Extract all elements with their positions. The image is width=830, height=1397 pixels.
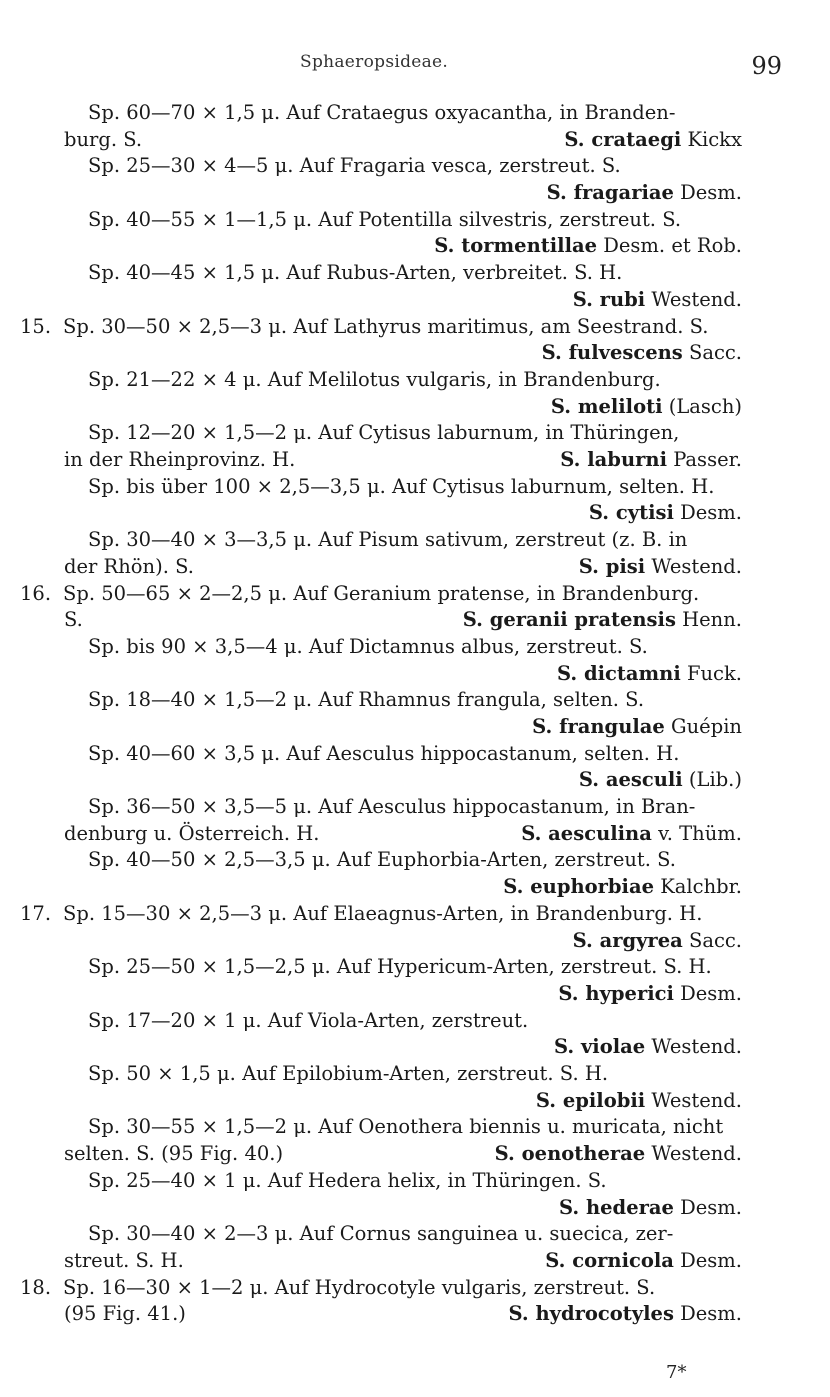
species-epithet: epilobii bbox=[562, 1088, 646, 1112]
genus-abbrev: S. bbox=[553, 1035, 575, 1059]
description-continuation: (95 Fig. 41.) bbox=[64, 1302, 186, 1326]
species-entry bbox=[0, 314, 830, 367]
species-entry bbox=[0, 847, 830, 900]
species-name bbox=[547, 180, 742, 207]
species-entry bbox=[0, 634, 830, 687]
description-text: Sp. 16—30 × 1—2 μ. Auf Hydrocotyle vulgaris, zerstreut. S. bbox=[63, 1275, 656, 1299]
genus-abbrev: S. bbox=[434, 234, 455, 258]
species-epithet: hydrocotyles bbox=[535, 1302, 674, 1326]
genus-abbrev: S. bbox=[546, 181, 567, 205]
species-name bbox=[503, 874, 742, 901]
species-author: Desm. bbox=[680, 1248, 742, 1272]
description-text: Sp. 25—50 × 1,5—2,5 μ. Auf Hypericum-Arten, zerstreut. S. H. bbox=[88, 955, 712, 979]
species-epithet: rubi bbox=[599, 287, 646, 311]
entry-description bbox=[0, 581, 830, 608]
genus-abbrev: S. bbox=[588, 501, 610, 525]
species-entry bbox=[0, 207, 830, 260]
species-epithet: pisi bbox=[605, 554, 646, 578]
species-epithet: dictamni bbox=[583, 661, 681, 685]
genus-abbrev: S. bbox=[558, 1195, 580, 1219]
entry-name-line bbox=[0, 180, 830, 207]
species-entry bbox=[0, 581, 830, 634]
genus-abbrev: S. bbox=[578, 768, 600, 792]
genus-abbrev: S. bbox=[572, 928, 593, 952]
genus-abbrev: S. bbox=[521, 821, 542, 845]
entry-description bbox=[0, 794, 830, 821]
species-entry bbox=[0, 1221, 830, 1274]
species-epithet: meliloti bbox=[577, 394, 663, 418]
entry-number: 15. bbox=[20, 314, 52, 338]
description-continuation: selten. S. (95 Fig. 40.) bbox=[64, 1142, 284, 1166]
species-entry bbox=[0, 1008, 830, 1061]
entry-name-line bbox=[0, 447, 830, 474]
species-entry bbox=[0, 1114, 830, 1167]
entry-description bbox=[0, 314, 830, 341]
species-entry bbox=[0, 901, 830, 954]
printer-signature: 7* bbox=[666, 1362, 687, 1383]
species-author: Westend. bbox=[651, 287, 742, 311]
genus-abbrev: S. bbox=[550, 394, 572, 418]
species-entry bbox=[0, 1275, 830, 1328]
entry-name-line bbox=[0, 1248, 830, 1275]
species-author: Desm. bbox=[680, 501, 742, 525]
description-text: Sp. 25—30 × 4—5 μ. Auf Fragaria vesca, zerstreut. S. bbox=[88, 154, 621, 178]
species-epithet: hyperici bbox=[585, 981, 674, 1005]
species-author: Desm. bbox=[680, 1302, 742, 1326]
species-author: Henn. bbox=[682, 608, 742, 632]
species-entry bbox=[0, 954, 830, 1007]
species-author: Desm. et Rob. bbox=[603, 234, 742, 258]
species-entry bbox=[0, 260, 830, 313]
entry-name-line bbox=[0, 981, 830, 1008]
species-epithet: argyrea bbox=[599, 928, 683, 952]
entry-name-line bbox=[0, 821, 830, 848]
entry-name-line bbox=[0, 714, 830, 741]
species-author: v. Thüm. bbox=[658, 821, 742, 845]
species-author: Westend. bbox=[651, 1142, 742, 1166]
species-name bbox=[463, 607, 742, 634]
genus-abbrev: S. bbox=[557, 661, 578, 685]
species-epithet: oenotherae bbox=[521, 1142, 646, 1166]
species-name bbox=[558, 981, 742, 1008]
description-text: Sp. 30—40 × 2—3 μ. Auf Cornus sanguinea u. suecica, zer- bbox=[88, 1222, 674, 1246]
species-name bbox=[573, 928, 742, 955]
entry-name-line bbox=[0, 127, 830, 154]
species-author: Kalchbr. bbox=[660, 875, 742, 899]
entry-description bbox=[0, 1221, 830, 1248]
genus-abbrev: S. bbox=[560, 448, 581, 472]
genus-abbrev: S. bbox=[494, 1142, 515, 1166]
entry-name-line bbox=[0, 500, 830, 527]
entry-name-line bbox=[0, 340, 830, 367]
entry-description bbox=[0, 901, 830, 928]
entry-description bbox=[0, 954, 830, 981]
entry-number: 17. bbox=[20, 901, 52, 925]
species-epithet: violae bbox=[580, 1035, 646, 1059]
genus-abbrev: S. bbox=[572, 287, 593, 311]
genus-abbrev: S. bbox=[558, 981, 579, 1005]
entry-description bbox=[0, 741, 830, 768]
species-name bbox=[536, 1088, 742, 1115]
description-text: Sp. 40—60 × 3,5 μ. Auf Aesculus hippocastanum, selten. H. bbox=[88, 741, 680, 765]
species-epithet: tormentillae bbox=[461, 234, 598, 258]
description-text: Sp. 50 × 1,5 μ. Auf Epilobium-Arten, zerstreut. S. H. bbox=[88, 1062, 609, 1086]
entry-description bbox=[0, 527, 830, 554]
entry-number: 16. bbox=[20, 581, 52, 605]
species-epithet: fulvescens bbox=[568, 341, 683, 365]
species-author: Desm. bbox=[680, 1195, 742, 1219]
genus-abbrev: S. bbox=[503, 875, 524, 899]
entry-description bbox=[0, 100, 830, 127]
species-name bbox=[542, 340, 742, 367]
entry-name-line bbox=[0, 1088, 830, 1115]
entry-name-line bbox=[0, 554, 830, 581]
species-entry bbox=[0, 527, 830, 580]
species-name bbox=[554, 1034, 742, 1061]
description-text: Sp. 36—50 × 3,5—5 μ. Auf Aesculus hippocastanum, in Bran- bbox=[88, 795, 696, 819]
species-author: Fuck. bbox=[686, 661, 742, 685]
page-number: 99 bbox=[751, 52, 782, 80]
species-author: Passer. bbox=[673, 448, 742, 472]
species-author: Guépin bbox=[671, 715, 742, 738]
genus-abbrev: S. bbox=[462, 608, 483, 632]
entry-description bbox=[0, 687, 830, 714]
species-author: (Lasch) bbox=[668, 394, 742, 418]
species-author: (Lib.) bbox=[688, 768, 742, 792]
entry-name-line bbox=[0, 874, 830, 901]
description-text: Sp. 18—40 × 1,5—2 μ. Auf Rhamnus frangula, selten. S. bbox=[88, 688, 645, 712]
description-text: Sp. 40—45 × 1,5 μ. Auf Rubus-Arten, verbreitet. S. H. bbox=[88, 261, 623, 285]
entry-description bbox=[0, 420, 830, 447]
species-entry bbox=[0, 687, 830, 740]
description-text: Sp. 40—50 × 2,5—3,5 μ. Auf Euphorbia-Arten, zerstreut. S. bbox=[88, 848, 677, 872]
species-author: Westend. bbox=[651, 554, 742, 578]
description-text: Sp. 25—40 × 1 μ. Auf Hedera helix, in Thüringen. S. bbox=[88, 1168, 607, 1192]
species-name bbox=[573, 287, 742, 314]
description-text: Sp. 17—20 × 1 μ. Auf Viola-Arten, zerstreut. bbox=[88, 1008, 529, 1032]
species-name bbox=[434, 233, 742, 260]
species-name bbox=[495, 1141, 742, 1168]
running-title: Sphaeropsideae. bbox=[300, 52, 449, 72]
description-continuation: streut. S. H. bbox=[64, 1248, 184, 1272]
description-text: Sp. 30—55 × 1,5—2 μ. Auf Oenothera biennis u. muricata, nicht bbox=[88, 1115, 724, 1139]
description-continuation: der Rhön). S. bbox=[64, 554, 194, 578]
species-entry bbox=[0, 794, 830, 847]
species-epithet: aesculina bbox=[548, 821, 652, 845]
species-author: Desm. bbox=[680, 981, 742, 1005]
entry-description bbox=[0, 260, 830, 287]
entry-name-line bbox=[0, 287, 830, 314]
entry-description bbox=[0, 153, 830, 180]
entry-name-line bbox=[0, 767, 830, 794]
genus-abbrev: S. bbox=[508, 1302, 529, 1326]
species-name bbox=[579, 767, 742, 794]
species-author: Desm. bbox=[680, 181, 742, 205]
description-text: Sp. 12—20 × 1,5—2 μ. Auf Cytisus laburnum, in Thüringen, bbox=[88, 421, 680, 445]
entry-name-line bbox=[0, 1034, 830, 1061]
species-epithet: cornicola bbox=[572, 1248, 674, 1272]
species-name bbox=[551, 394, 742, 421]
genus-abbrev: S. bbox=[564, 127, 585, 151]
species-name bbox=[532, 714, 742, 741]
species-epithet: hederae bbox=[585, 1195, 674, 1219]
species-name bbox=[564, 127, 742, 154]
species-epithet: laburni bbox=[587, 448, 667, 472]
description-continuation: denburg u. Österreich. H. bbox=[64, 821, 320, 845]
species-name bbox=[589, 500, 742, 527]
description-text: Sp. 30—40 × 3—3,5 μ. Auf Pisum sativum, zerstreut (z. B. in bbox=[88, 528, 688, 552]
species-name bbox=[557, 661, 742, 688]
entry-description bbox=[0, 1114, 830, 1141]
entry-name-line bbox=[0, 394, 830, 421]
entry-description bbox=[0, 474, 830, 501]
entry-description bbox=[0, 367, 830, 394]
description-text: Sp. 21—22 × 4 μ. Auf Melilotus vulgaris, in Brandenburg. bbox=[88, 367, 661, 391]
description-text: Sp. 50—65 × 2—2,5 μ. Auf Geranium pratense, in Brandenburg. bbox=[63, 581, 700, 605]
entry-name-line bbox=[0, 1301, 830, 1328]
entry-description bbox=[0, 1168, 830, 1195]
species-entry bbox=[0, 100, 830, 153]
species-name bbox=[579, 554, 742, 581]
entry-name-line bbox=[0, 661, 830, 688]
entry-name-line bbox=[0, 928, 830, 955]
species-author: Sacc. bbox=[688, 928, 742, 952]
species-entry bbox=[0, 1168, 830, 1221]
description-continuation: burg. S. bbox=[64, 127, 143, 151]
species-epithet: geranii pratensis bbox=[489, 608, 676, 632]
species-name bbox=[559, 1195, 742, 1222]
genus-abbrev: S. bbox=[545, 1248, 566, 1272]
species-epithet: aesculi bbox=[605, 768, 683, 792]
species-entry bbox=[0, 474, 830, 527]
species-epithet: frangulae bbox=[559, 715, 665, 738]
entry-description bbox=[0, 1275, 830, 1302]
species-entry bbox=[0, 153, 830, 206]
species-entry bbox=[0, 741, 830, 794]
entry-description bbox=[0, 207, 830, 234]
species-author: Kickx bbox=[687, 127, 742, 151]
description-text: Sp. 15—30 × 2,5—3 μ. Auf Elaeagnus-Arten, in Brandenburg. H. bbox=[63, 901, 703, 925]
description-text: Sp. bis über 100 × 2,5—3,5 μ. Auf Cytisus laburnum, selten. H. bbox=[88, 474, 715, 498]
entry-description bbox=[0, 634, 830, 661]
species-author: Westend. bbox=[651, 1088, 742, 1112]
genus-abbrev: S. bbox=[541, 341, 562, 365]
entry-description bbox=[0, 1061, 830, 1088]
entry-name-line bbox=[0, 1195, 830, 1222]
entry-description bbox=[0, 847, 830, 874]
entry-name-line bbox=[0, 233, 830, 260]
genus-abbrev: S. bbox=[532, 715, 553, 738]
entry-number: 18. bbox=[20, 1275, 52, 1299]
species-name bbox=[560, 447, 742, 474]
genus-abbrev: S. bbox=[578, 554, 599, 578]
entry-name-line bbox=[0, 1141, 830, 1168]
entry-name-line bbox=[0, 607, 830, 634]
species-epithet: cytisi bbox=[615, 501, 674, 525]
species-epithet: crataegi bbox=[591, 127, 682, 151]
species-name bbox=[521, 821, 742, 848]
description-continuation: S. bbox=[64, 608, 83, 632]
species-entry bbox=[0, 420, 830, 473]
species-author: Sacc. bbox=[688, 341, 742, 365]
description-text: Sp. bis 90 × 3,5—4 μ. Auf Dictamnus albus, zerstreut. S. bbox=[88, 634, 648, 658]
description-text: Sp. 60—70 × 1,5 μ. Auf Crataegus oxyacantha, in Branden- bbox=[88, 101, 676, 124]
description-continuation: in der Rheinprovinz. H. bbox=[64, 448, 296, 472]
species-epithet: euphorbiae bbox=[530, 875, 655, 899]
species-author: Westend. bbox=[651, 1035, 742, 1059]
description-text: Sp. 30—50 × 2,5—3 μ. Auf Lathyrus maritimus, am Seestrand. S. bbox=[63, 314, 709, 338]
entry-description bbox=[0, 1008, 830, 1035]
genus-abbrev: S. bbox=[535, 1088, 557, 1112]
species-epithet: fragariae bbox=[573, 181, 674, 205]
species-list bbox=[0, 100, 830, 1328]
species-name bbox=[545, 1248, 742, 1275]
description-text: Sp. 40—55 × 1—1,5 μ. Auf Potentilla silvestris, zerstreut. S. bbox=[88, 207, 682, 231]
species-name bbox=[509, 1301, 743, 1328]
species-entry bbox=[0, 1061, 830, 1114]
species-entry bbox=[0, 367, 830, 420]
